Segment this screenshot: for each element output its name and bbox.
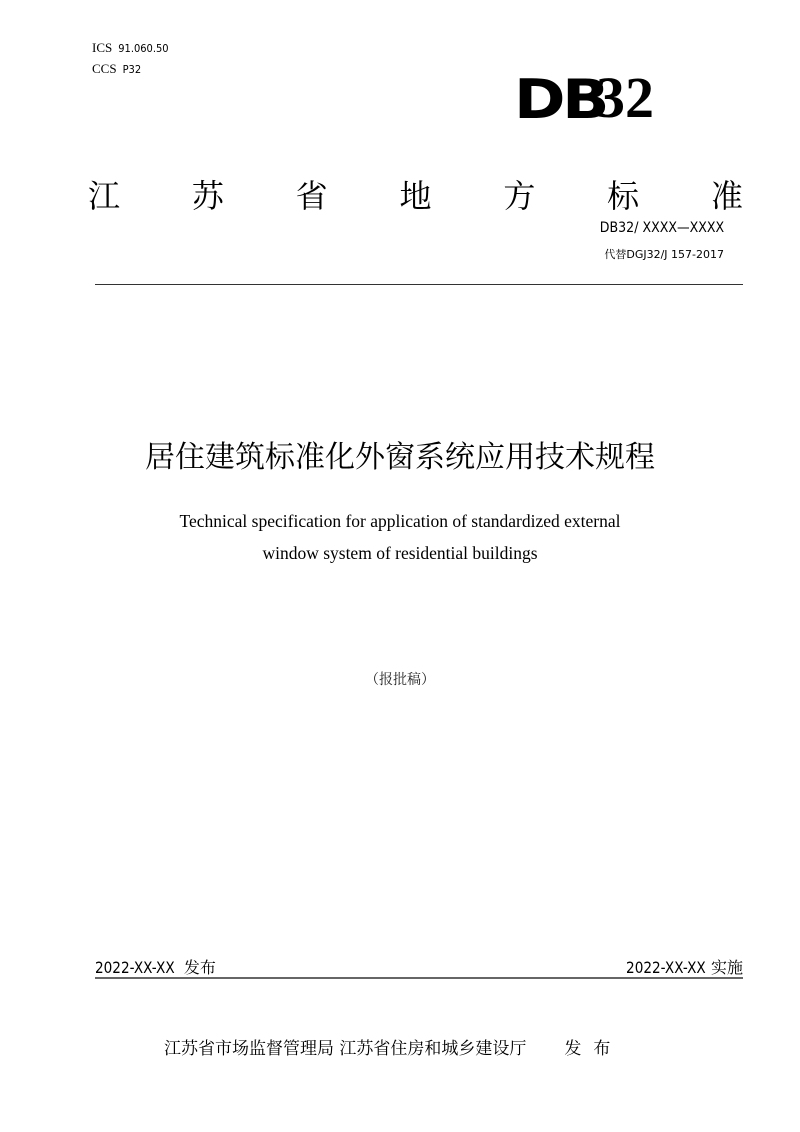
ics-value: 91.060.50 (118, 42, 169, 55)
logo-number: 32 (596, 65, 654, 130)
title-char: 方 (503, 177, 536, 215)
ccs-code (92, 59, 169, 80)
issuer-housing-construction: 江苏省住房和城乡建设厅 (339, 1039, 527, 1059)
title-char: 苏 (191, 177, 224, 215)
footer-divider (95, 977, 743, 979)
title-char: 准 (710, 177, 743, 215)
implement-label: 实施 (710, 958, 743, 977)
title-en-line-1: Technical specification for application of standardized external (179, 511, 621, 531)
draft-status: （报批稿） (365, 672, 435, 688)
ics-label: ICS (92, 40, 113, 55)
publish-label: 发布 (183, 958, 216, 977)
header-divider (95, 284, 743, 285)
db32-logo (514, 65, 684, 131)
ccs-value: P32 (122, 63, 142, 76)
standard-type-title (88, 176, 743, 216)
document-title-en (0, 505, 800, 569)
document-title-cn: 居住建筑标准化外窗系统应用技术规程 (145, 440, 655, 475)
logo-letters: DB (514, 68, 606, 131)
issuer-market-regulation: 江苏省市场监督管理局 (164, 1039, 334, 1059)
title-char: 省 (295, 177, 328, 215)
classification-codes (92, 38, 169, 80)
title-char: 标 (607, 177, 640, 215)
replaces-standard: 代替DGJ32/J 157-2017 (604, 248, 724, 261)
title-en-line-2: window system of residential buildings (262, 543, 538, 563)
title-char: 江 (88, 177, 121, 215)
implement-date (612, 955, 743, 978)
ccs-label: CCS (92, 61, 117, 76)
issuing-authorities (164, 1034, 622, 1059)
standard-number: DB32/ XXXX—XXXX (599, 220, 724, 236)
publish-date-value: 2022-XX-XX (95, 958, 175, 977)
publish-date (95, 955, 216, 978)
implement-date-value: 2022-XX-XX (626, 958, 706, 977)
title-char: 地 (399, 177, 432, 215)
issue-label: 发布 (564, 1039, 623, 1059)
ics-code (92, 38, 169, 59)
